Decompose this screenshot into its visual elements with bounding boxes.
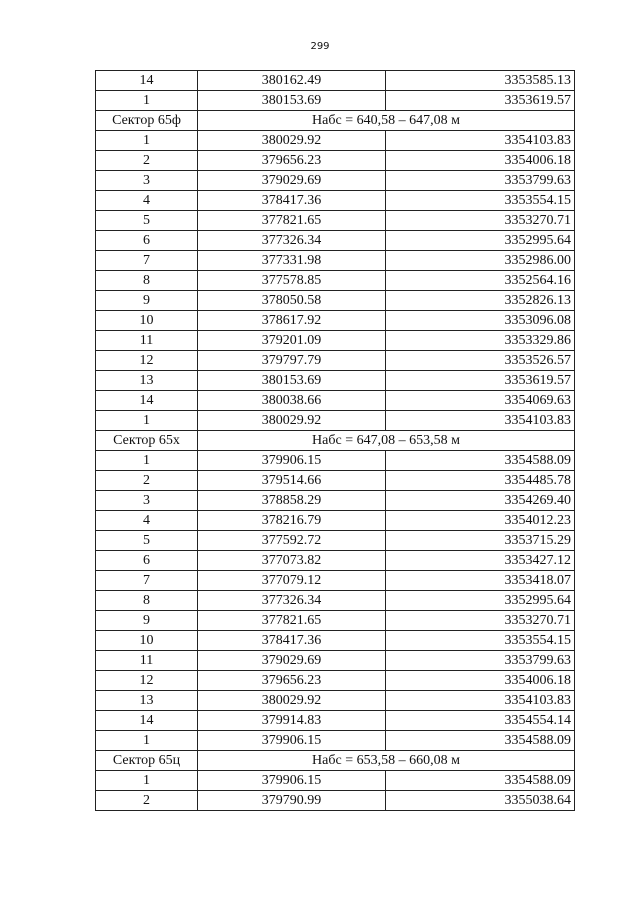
y-coordinate-cell: 3354103.83	[386, 131, 575, 151]
point-number-cell: 7	[96, 571, 198, 591]
table-row	[96, 511, 575, 531]
y-coordinate-cell: 3352995.64	[386, 231, 575, 251]
point-number-cell: 4	[96, 191, 198, 211]
x-coordinate-cell: 377326.34	[198, 591, 386, 611]
x-coordinate-cell: 377326.34	[198, 231, 386, 251]
y-coordinate-cell: 3353418.07	[386, 571, 575, 591]
x-coordinate-cell: 379201.09	[198, 331, 386, 351]
table-row	[96, 791, 575, 811]
table-row	[96, 711, 575, 731]
y-coordinate-cell: 3353585.13	[386, 71, 575, 91]
x-coordinate-cell: 379797.79	[198, 351, 386, 371]
point-number-cell: 12	[96, 351, 198, 371]
point-number-cell: 2	[96, 471, 198, 491]
table-row	[96, 551, 575, 571]
sector-name-cell: Сектор 65ц	[96, 751, 198, 771]
table-row	[96, 631, 575, 651]
point-number-cell: 12	[96, 671, 198, 691]
y-coordinate-cell: 3353619.57	[386, 91, 575, 111]
sector-header-row	[96, 111, 575, 131]
y-coordinate-cell: 3354588.09	[386, 771, 575, 791]
y-coordinate-cell: 3354485.78	[386, 471, 575, 491]
y-coordinate-cell: 3354006.18	[386, 151, 575, 171]
y-coordinate-cell: 3352995.64	[386, 591, 575, 611]
point-number-cell: 3	[96, 491, 198, 511]
point-number-cell: 2	[96, 791, 198, 811]
y-coordinate-cell: 3354588.09	[386, 731, 575, 751]
x-coordinate-cell: 377821.65	[198, 611, 386, 631]
y-coordinate-cell: 3354006.18	[386, 671, 575, 691]
table-row	[96, 491, 575, 511]
point-number-cell: 8	[96, 271, 198, 291]
point-number-cell: 3	[96, 171, 198, 191]
x-coordinate-cell: 380029.92	[198, 691, 386, 711]
x-coordinate-cell: 377592.72	[198, 531, 386, 551]
table-row	[96, 271, 575, 291]
y-coordinate-cell: 3352826.13	[386, 291, 575, 311]
point-number-cell: 8	[96, 591, 198, 611]
point-number-cell: 11	[96, 331, 198, 351]
point-number-cell: 13	[96, 691, 198, 711]
y-coordinate-cell: 3354103.83	[386, 411, 575, 431]
point-number-cell: 1	[96, 131, 198, 151]
y-coordinate-cell: 3354554.14	[386, 711, 575, 731]
coordinates-table	[95, 70, 575, 811]
x-coordinate-cell: 380162.49	[198, 71, 386, 91]
y-coordinate-cell: 3354069.63	[386, 391, 575, 411]
point-number-cell: 2	[96, 151, 198, 171]
table-row	[96, 71, 575, 91]
point-number-cell: 1	[96, 771, 198, 791]
x-coordinate-cell: 379656.23	[198, 671, 386, 691]
y-coordinate-cell: 3353799.63	[386, 171, 575, 191]
elevation-range-cell: Набс = 647,08 – 653,58 м	[198, 431, 575, 451]
table-row	[96, 371, 575, 391]
y-coordinate-cell: 3353554.15	[386, 631, 575, 651]
y-coordinate-cell: 3354012.23	[386, 511, 575, 531]
table-row	[96, 191, 575, 211]
table-row	[96, 611, 575, 631]
x-coordinate-cell: 380153.69	[198, 91, 386, 111]
y-coordinate-cell: 3352564.16	[386, 271, 575, 291]
y-coordinate-cell: 3354103.83	[386, 691, 575, 711]
point-number-cell: 14	[96, 391, 198, 411]
table-row	[96, 731, 575, 751]
y-coordinate-cell: 3355038.64	[386, 791, 575, 811]
y-coordinate-cell: 3353526.57	[386, 351, 575, 371]
table-row	[96, 291, 575, 311]
point-number-cell: 5	[96, 211, 198, 231]
x-coordinate-cell: 379906.15	[198, 731, 386, 751]
x-coordinate-cell: 377073.82	[198, 551, 386, 571]
table-row	[96, 131, 575, 151]
table-row	[96, 351, 575, 371]
sector-name-cell: Сектор 65ф	[96, 111, 198, 131]
y-coordinate-cell: 3353270.71	[386, 211, 575, 231]
y-coordinate-cell: 3353427.12	[386, 551, 575, 571]
table-row	[96, 331, 575, 351]
x-coordinate-cell: 378858.29	[198, 491, 386, 511]
y-coordinate-cell: 3353619.57	[386, 371, 575, 391]
point-number-cell: 14	[96, 71, 198, 91]
x-coordinate-cell: 379656.23	[198, 151, 386, 171]
coordinates-table-body	[96, 71, 575, 811]
x-coordinate-cell: 378050.58	[198, 291, 386, 311]
table-row	[96, 311, 575, 331]
table-row	[96, 771, 575, 791]
y-coordinate-cell: 3353329.86	[386, 331, 575, 351]
sector-header-row	[96, 431, 575, 451]
table-row	[96, 471, 575, 491]
page-number: 299	[310, 41, 330, 52]
y-coordinate-cell: 3353096.08	[386, 311, 575, 331]
table-row	[96, 211, 575, 231]
table-row	[96, 451, 575, 471]
sector-name-cell: Сектор 65х	[96, 431, 198, 451]
point-number-cell: 4	[96, 511, 198, 531]
x-coordinate-cell: 377578.85	[198, 271, 386, 291]
table-row	[96, 91, 575, 111]
x-coordinate-cell: 379790.99	[198, 791, 386, 811]
x-coordinate-cell: 380038.66	[198, 391, 386, 411]
x-coordinate-cell: 378216.79	[198, 511, 386, 531]
table-row	[96, 231, 575, 251]
table-row	[96, 411, 575, 431]
x-coordinate-cell: 379029.69	[198, 171, 386, 191]
sector-header-row	[96, 751, 575, 771]
table-row	[96, 171, 575, 191]
x-coordinate-cell: 379906.15	[198, 771, 386, 791]
point-number-cell: 6	[96, 551, 198, 571]
x-coordinate-cell: 380029.92	[198, 131, 386, 151]
table-row	[96, 151, 575, 171]
point-number-cell: 6	[96, 231, 198, 251]
x-coordinate-cell: 378617.92	[198, 311, 386, 331]
point-number-cell: 10	[96, 631, 198, 651]
x-coordinate-cell: 377079.12	[198, 571, 386, 591]
table-row	[96, 251, 575, 271]
elevation-range-cell: Набс = 640,58 – 647,08 м	[198, 111, 575, 131]
y-coordinate-cell: 3353799.63	[386, 651, 575, 671]
table-row	[96, 571, 575, 591]
x-coordinate-cell: 379514.66	[198, 471, 386, 491]
y-coordinate-cell: 3352986.00	[386, 251, 575, 271]
x-coordinate-cell: 380029.92	[198, 411, 386, 431]
x-coordinate-cell: 379914.83	[198, 711, 386, 731]
point-number-cell: 1	[96, 731, 198, 751]
point-number-cell: 7	[96, 251, 198, 271]
x-coordinate-cell: 378417.36	[198, 191, 386, 211]
table-row	[96, 651, 575, 671]
y-coordinate-cell: 3353270.71	[386, 611, 575, 631]
y-coordinate-cell: 3353715.29	[386, 531, 575, 551]
table-row	[96, 591, 575, 611]
point-number-cell: 1	[96, 411, 198, 431]
x-coordinate-cell: 380153.69	[198, 371, 386, 391]
table-row	[96, 391, 575, 411]
point-number-cell: 1	[96, 451, 198, 471]
point-number-cell: 9	[96, 291, 198, 311]
x-coordinate-cell: 377821.65	[198, 211, 386, 231]
point-number-cell: 11	[96, 651, 198, 671]
y-coordinate-cell: 3354588.09	[386, 451, 575, 471]
point-number-cell: 13	[96, 371, 198, 391]
table-row	[96, 691, 575, 711]
x-coordinate-cell: 379906.15	[198, 451, 386, 471]
y-coordinate-cell: 3354269.40	[386, 491, 575, 511]
table-row	[96, 531, 575, 551]
y-coordinate-cell: 3353554.15	[386, 191, 575, 211]
point-number-cell: 1	[96, 91, 198, 111]
elevation-range-cell: Набс = 653,58 – 660,08 м	[198, 751, 575, 771]
x-coordinate-cell: 379029.69	[198, 651, 386, 671]
point-number-cell: 10	[96, 311, 198, 331]
x-coordinate-cell: 378417.36	[198, 631, 386, 651]
point-number-cell: 14	[96, 711, 198, 731]
x-coordinate-cell: 377331.98	[198, 251, 386, 271]
point-number-cell: 9	[96, 611, 198, 631]
point-number-cell: 5	[96, 531, 198, 551]
table-row	[96, 671, 575, 691]
